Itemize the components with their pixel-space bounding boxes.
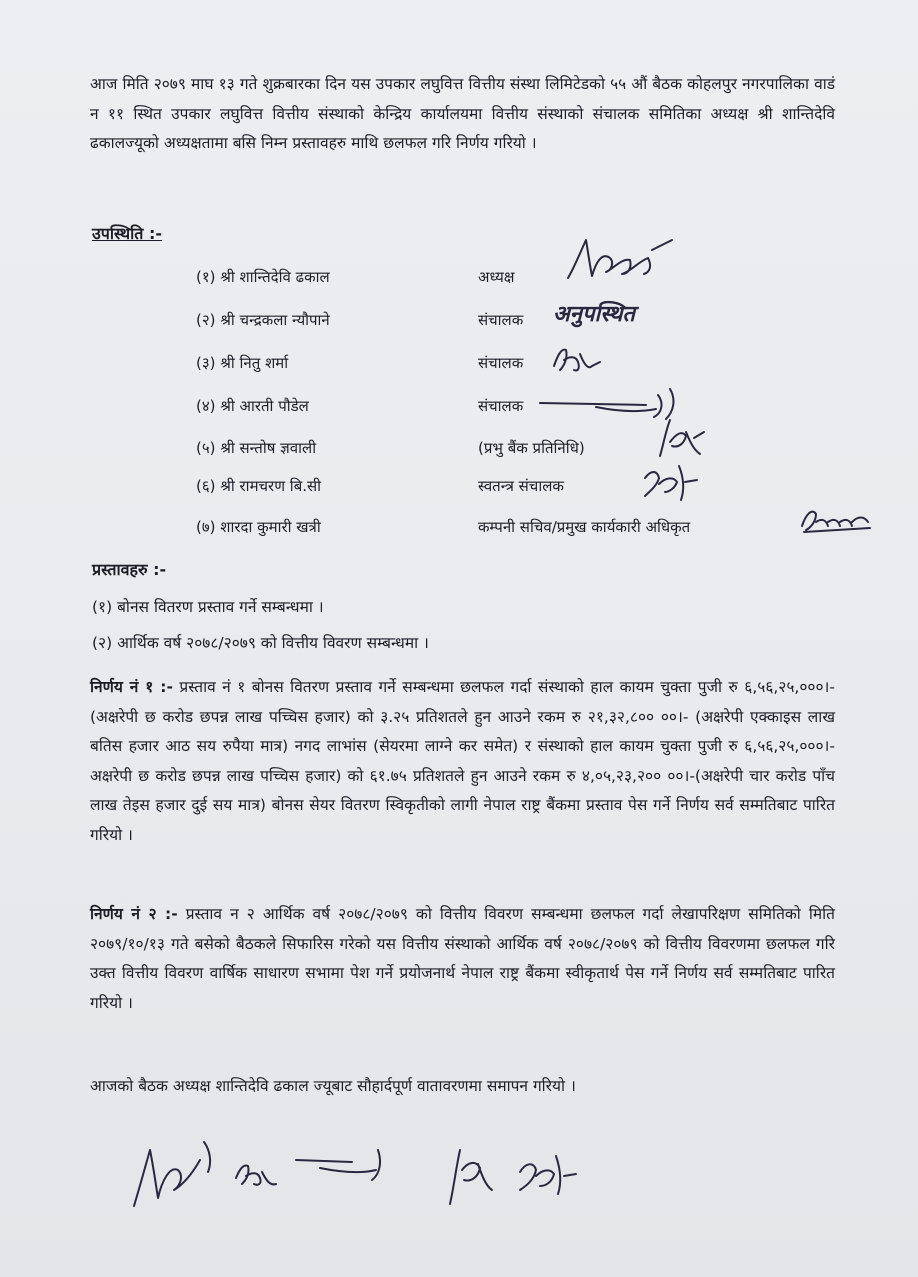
- attendee-row: [0, 396, 918, 426]
- decision-1: [90, 673, 835, 850]
- proposals-heading: प्रस्तावहरु :-: [92, 560, 167, 579]
- attendee-role: (प्रभु बैंक प्रतिनिधि): [478, 439, 585, 457]
- attendee-name: (५) श्री सन्तोष ज्ञवाली: [196, 439, 317, 457]
- signature-independent-director: [635, 456, 705, 506]
- attendee-role: संचालक: [478, 311, 524, 329]
- decision-2-text: प्रस्ताव न २ आर्थिक वर्ष २०७८/२०७९ को वित्तीय विवरण सम्बन्धमा छलफल गर्दा लेखापरिक्षण समितिको मिति २०७९/१०/१३ गते बसेको बैठकले सिफारिस गरेको यस वित्तीय संस्थाको आर्थिक वर्ष २०७८/२०७९ को वित्तीय विवरणमा छलफल गरि उक्त वित्तीय विवरण वार्षिक साधारण सभामा पेश गर्ने प्रयोजनार्थ नेपाल राष्ट्र बैंकमा स्वीकृतार्थ पेस गर्ने निर्णय सर्व सम्मतिबाट पारित गरियो ।: [90, 905, 835, 1012]
- signature-ceo: [796, 498, 876, 538]
- bottom-signatures: [120, 1120, 620, 1220]
- attendance-heading: उपस्थिति :-: [92, 224, 163, 243]
- attendee-role: कम्पनी सचिव/प्रमुख कार्यकारी अधिकृत: [478, 518, 691, 536]
- signature-absent-text: अनुपस्थित: [553, 302, 635, 327]
- attendee-role: संचालक: [478, 397, 524, 415]
- attendee-row: [0, 353, 918, 383]
- attendee-role: अध्यक्ष: [478, 268, 515, 286]
- signature-chair: [560, 228, 680, 288]
- decision-1-text: प्रस्ताव नं १ बोनस वितरण प्रस्ताव गर्ने सम्बन्धमा छलफल गर्दा संस्थाको हाल कायम चुक्ता पुजी रु ६,५६,२५,०००।- (अक्षरेपी छ करोड छपन्न लाख पच्चिस हजार) को ३.२५ प्रतिशतले हुन आउने रकम रु २१,३२,८०० ००।- (अक्षरेपी एक्काइस लाख बतिस हजार आठ सय रुपैया मात्र) नगद लाभांस (सेयरमा लाग्ने कर समेत) र संस्थाको हाल कायम चुक्ता पुजी रु ६,५६,२५,०००।- अक्षरेपी छ करोड छपन्न लाख पच्चिस हजार) को ६१.७५ प्रतिशतले हुन आउने रकम रु ४,०५,२३,२०० ००।-(अक्षरेपी चार करोड पाँच लाख तेइस हजार दुई सय मात्र) बोनस सेयर वितरण स्विकृतीको लागी नेपाल राष्ट्र बैंकमा प्रस्ताव पेस गर्ने निर्णय सर्व सम्मतिबाट पारित गरियो ।: [90, 678, 835, 844]
- signature-director-3: [548, 340, 608, 380]
- attendee-name: (६) श्री रामचरण बि.सी: [196, 477, 322, 495]
- intro-paragraph: आज मिति २०७९ माघ १३ गते शुक्रबारका दिन यस उपकार लघुवित्त वित्तीय संस्था लिमिटेडको ५५ औं बैठक कोहलपुर नगरपालिका वाडं न ११ स्थित उपकार लघुवित्त वित्तीय संस्थाको केन्द्रिय कार्यालयमा वित्तीय संस्थाको संचालक समितिका अध्यक्ष श्री शान्तिदेवि ढकालज्यूको अध्यक्षतामा बसि निम्न प्रस्तावहरु माथि छलफल गरि निर्णय गरियो ।: [90, 75, 835, 152]
- attendee-role: स्वतन्त्र संचालक: [478, 477, 564, 495]
- decision-2: [90, 900, 835, 1018]
- attendee-name: (४) श्री आरती पौडेल: [196, 397, 309, 415]
- attendee-row: [0, 476, 918, 506]
- attendee-name: (२) श्री चन्द्रकला न्यौपाने: [196, 311, 330, 329]
- decision-2-label: निर्णय नं २ :-: [90, 905, 178, 923]
- attendee-name: (७) शारदा कुमारी खत्री: [196, 518, 321, 536]
- signature-director-5: [650, 412, 710, 462]
- attendee-row: [0, 310, 918, 340]
- attendee-row: [0, 438, 918, 468]
- attendee-row: [0, 267, 918, 297]
- attendee-name: (१) श्री शान्तिदेवि ढकाल: [196, 268, 330, 286]
- attendee-name: (३) श्री नितु शर्मा: [196, 354, 289, 372]
- closing-paragraph: आजको बैठक अध्यक्ष शान्तिदेवि ढकाल ज्यूबाट सौहार्दपूर्ण वातावरणमा समापन गरियो ।: [90, 1077, 576, 1095]
- attendee-role: संचालक: [478, 354, 524, 372]
- decision-1-label: निर्णय नं १ :-: [90, 678, 173, 696]
- attendee-row: [0, 517, 918, 547]
- proposal-item: (१) बोनस वितरण प्रस्ताव गर्ने सम्बन्धमा ।: [92, 598, 324, 616]
- proposal-item: (२) आर्थिक वर्ष २०७८/२०७९ को वित्तीय विवरण सम्बन्धमा ।: [92, 634, 429, 652]
